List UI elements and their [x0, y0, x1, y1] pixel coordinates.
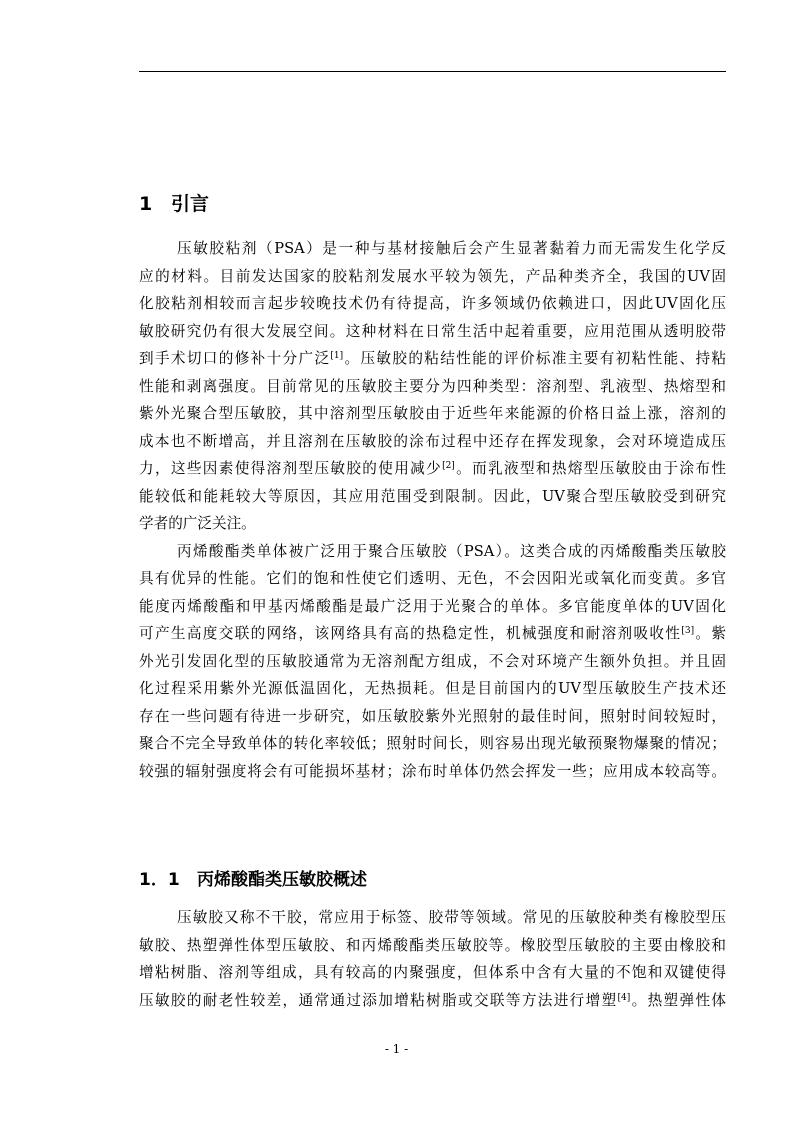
text-run: 力，这些因素使得溶剂型压敏胶的使用减少 [139, 460, 443, 477]
text-run: 。而乳液型和热熔型压敏胶由于涂布性 [454, 460, 726, 477]
citation-4: [4] [617, 992, 631, 1003]
citation-1: [1] [330, 351, 344, 361]
paragraph-line: 化胶粘剂相较而言起步较晚技术仍有待提高，许多领域仍依赖进口，因此UV固化压 [139, 295, 726, 312]
subsection-number: 1．1 [139, 870, 180, 890]
paragraph-line: 压敏胶粘剂（PSA）是一种与基材接触后会产生显著黏着力而无需发生化学反 [177, 240, 726, 257]
text-run: 可产生高度交联的网络，该网络具有高的热稳定性，机械强度和耐溶剂吸收性 [139, 625, 682, 642]
paragraph-line: 能较低和能耗较大等原因，其应用范围受到限制。因此，UV聚合型压敏胶受到研究 [139, 487, 726, 505]
paragraph-line: 存在一些问题有待进一步研究，如压敏胶紫外光照射的最佳时间，照射时间较短时， [139, 707, 726, 725]
paragraph-line: 较强的辐射强度将会有可能损坏基材；涂布时单体仍然会挥发一些；应用成本较高等。 [139, 762, 726, 780]
text-run: 。紫 [694, 625, 726, 642]
paragraph-introduction [139, 235, 726, 785]
paragraph-line [139, 345, 726, 373]
citation-2: [2] [442, 461, 455, 471]
paragraph-line: 增粘树脂、溶剂等组成，具有较高的内聚强度，但体系中含有大量的不饱和双键使得 [139, 964, 726, 981]
text-run: 。热塑弹性体 [630, 991, 726, 1009]
paragraph-line: 能度丙烯酸酯和甲基丙烯酸酯是最广泛用于光聚合的单体。多官能度单体的UV固化 [139, 597, 726, 615]
paragraph-line: 压敏胶又称不干胶，常应用于标签、胶带等领域。常见的压敏胶种类有橡胶型压 [177, 909, 726, 926]
paragraph-line: 性能和剥离强度。目前常见的压敏胶主要分为四种类型：溶剂型、乳液型、热熔型和 [139, 377, 726, 395]
paragraph-line: 成本也不断增高，并且溶剂在压敏胶的涂布过程中还存在挥发现象，会对环境造成压 [139, 432, 726, 450]
paragraph-line: 丙烯酸酯类单体被广泛用于聚合压敏胶（PSA）。这类合成的丙烯酸酯类压敏胶 [177, 542, 726, 560]
text-run: 压敏胶的耐老性较差，通常通过添加增粘树脂或交联等方法进行增塑 [139, 991, 618, 1009]
section-number: 1 [139, 193, 153, 215]
section-title: 引言 [171, 193, 210, 215]
header-rule [139, 71, 726, 72]
section-heading [139, 190, 209, 218]
paragraph-line: 化过程采用紫外光源低温固化，无热损耗。但是目前国内的UV型压敏胶生产技术还 [139, 680, 726, 697]
subsection-title: 丙烯酸酯类压敏胶概述 [197, 870, 367, 890]
paragraph-line [139, 620, 726, 648]
subsection-heading [139, 866, 367, 894]
paragraph-overview [139, 904, 726, 1014]
paragraph-line: 紫外光聚合型压敏胶，其中溶剂型压敏胶由于近些年来能源的价格日益上涨，溶剂的 [139, 405, 726, 422]
paragraph-line: 具有优异的性能。它们的饱和性使它们透明、无色，不会因阳光或氧化而变黄。多官 [139, 570, 726, 587]
paragraph-line: 聚合不完全导致单体的转化率较低；照射时间长，则容易出现光敏预聚物爆聚的情况； [139, 735, 726, 752]
paragraph-line [139, 987, 726, 1015]
paragraph-line: 敏胶、热塑弹性体型压敏胶、和丙烯酸酯类压敏胶等。橡胶型压敏胶的主要由橡胶和 [139, 936, 726, 954]
paragraph-line: 外光引发固化型的压敏胶通常为无溶剂配方组成，不会对环境产生额外负担。并且固 [139, 652, 726, 670]
paragraph-line: 敏胶研究仍有很大发展空间。这种材料在日常生活中起着重要，应用范围从透明胶带 [139, 322, 726, 340]
text-run: 到手术切口的修补十分广泛 [139, 350, 331, 367]
paragraph-line: 学者的广泛关注。 [139, 515, 256, 532]
page-number: - 1 - [384, 1042, 409, 1056]
paragraph-line [139, 455, 726, 483]
paragraph-line: 应的材料。目前发达国家的胶粘剂发展水平较为领先，产品种类齐全，我国的UV固 [139, 267, 726, 285]
text-run: 。压敏胶的粘结性能的评价标准主要有初粘性能、持粘 [343, 350, 726, 367]
citation-3: [3] [681, 626, 695, 636]
